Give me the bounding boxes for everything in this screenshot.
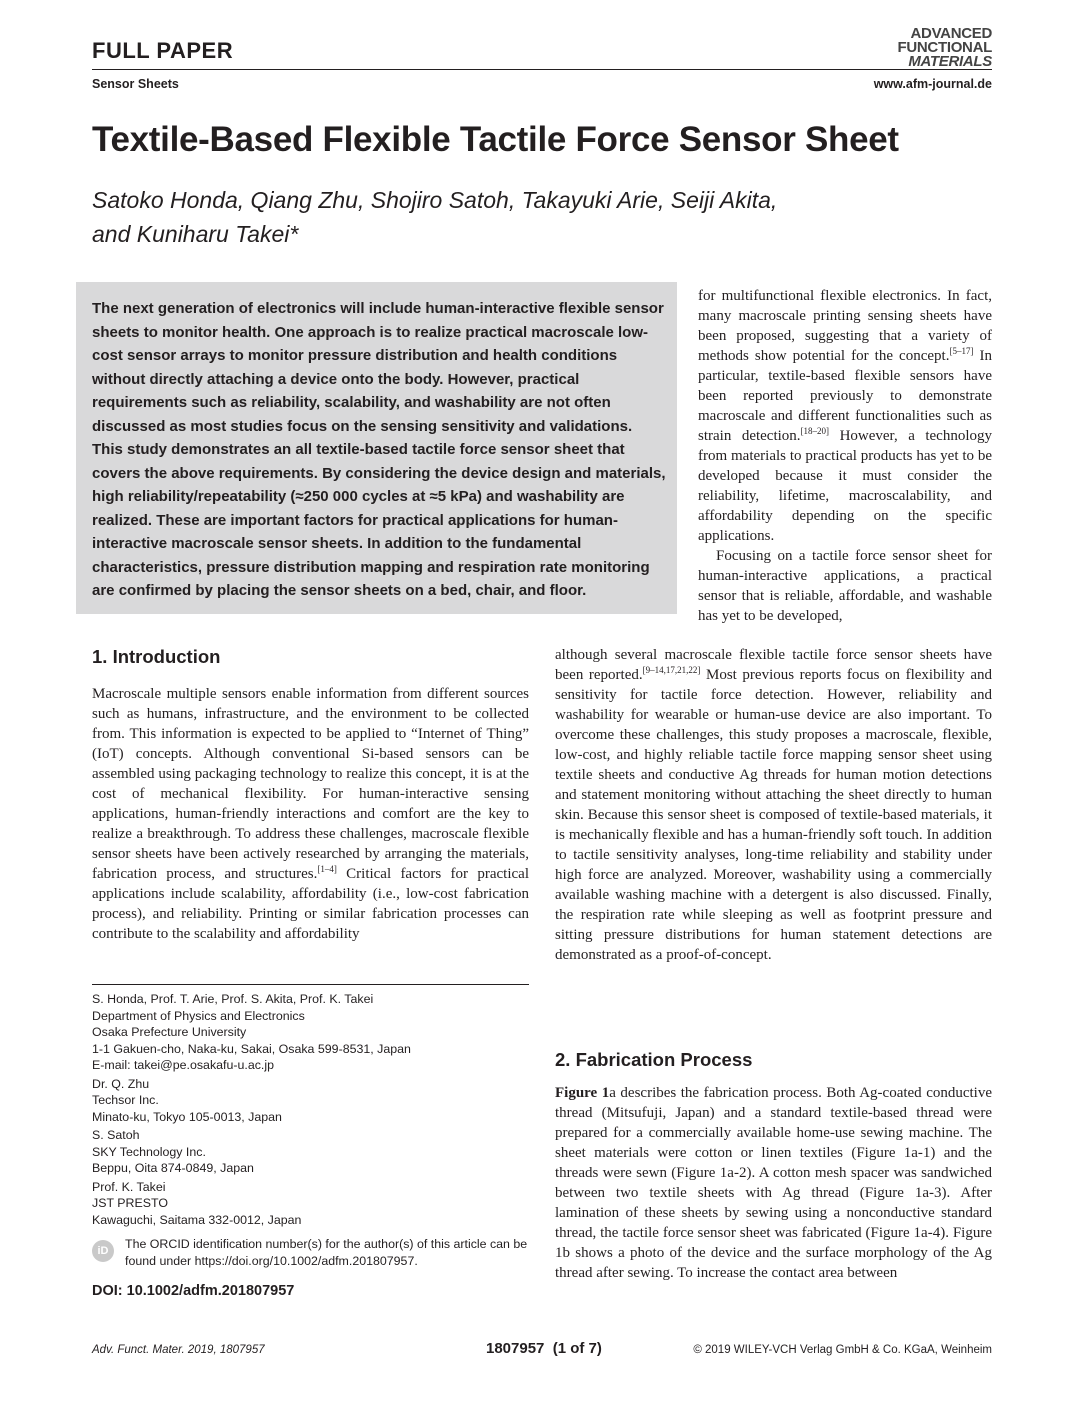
affiliation-block: Prof. K. Takei JST PRESTO Kawaguchi, Saitama 332-0012, Japan — [92, 1179, 302, 1227]
paragraph: for multifunctional flexible electronics. In fact, many macroscale printing sensing sheets have been proposed, suggesting that a variety of methods show potential for the concept.[5–17] In particular, textile-based flexible sensors have been reported previously to demonstrate macroscale and different functionalities such as strain detection.[18–20] However, a technology from materials to practical products has yet to be developed because it must consider the reliability, lifetime, macroscalability, and affordability depending on the specific applications. — [698, 288, 992, 544]
left-column-text — [92, 684, 529, 944]
email-link[interactable]: E-mail: takei@pe.osakafu-u.ac.jp — [92, 1058, 274, 1072]
journal-logo — [898, 27, 993, 69]
orcid-icon: iD — [92, 1240, 114, 1262]
author-list — [92, 183, 852, 251]
affiliation-block: Dr. Q. Zhu Techsor Inc. Minato-ku, Tokyo 105-0013, Japan — [92, 1076, 282, 1124]
author-line: and Kuniharu Takei* — [92, 221, 299, 247]
paragraph: Macroscale multiple sensors enable information from different sources such as humans, infrastructure, and the environment to be collected from. This information is expected to be applied to “Internet of Thing” (IoT) concepts. Although conventional Si-based sensors can be assembled using packaging technology to realize this concept, it is at the cost of mechanical flexibility. For human-interactive sensing applications, human-friendly interactions and comfort are the key to realize a breakthrough. To address these challenges, macroscale flexible sensor sheets have been actively researched by arranging the materials, fabrication process, and structures.[1–4] Critical factors for practical applications include scalability, affordability (i.e., low-cost fabrication process), and reliability. Printing or similar fabrication processes can contribute to the scalability and affordability — [92, 686, 529, 942]
citation-ref[interactable]: [1–4] — [317, 864, 337, 874]
section-label: Sensor Sheets — [92, 77, 179, 91]
footer-citation: Adv. Funct. Mater. 2019, 1807957 — [92, 1344, 265, 1356]
doi[interactable]: DOI: 10.1002/adfm.201807957 — [92, 1283, 295, 1299]
paragraph: Figure 1a describes the fabrication process. Both Ag-coated conductive thread (Mitsufuji, Japan) and a standard textile-based thread were prepared for a commercially available home-use sewing machine. The sheet materials were cotton or linen textiles (Figure 1a-1) and the threads were sewn (Figure 1a-2). A cotton mesh spacer was sandwiched between two textile sheets with Ag thread (Figure 1a-3). After lamination of these sheets by sewing using a nonconductive standard thread, the tactile force sensor sheet was fabricated (Figure 1a-4). Figure 1b shows a photo of the device and the surface morphology of the Ag thread after sewing. To increase the contact area between — [555, 1085, 993, 1281]
header-label: FULL PAPER — [92, 38, 234, 63]
citation-ref[interactable]: [9–14,17,21,22] — [642, 665, 701, 675]
paragraph: although several macroscale flexible tactile force sensor sheets have been reported.[9–14,17,21,22] Most previous reports focus on flexibility and sensitivity for tactile force detection. However, reliability and washability for wearable or human-use device are also important. To overcome these challenges, this study proposes a macroscale, flexible, low-cost, and highly reliable tactile force mapping sensor sheet using textile sheets and conductive Ag threads for human motion detections and statement monitoring without attaching the sheet directly to human skin. Because this sensor sheet is composed of textile-based materials, it is mechanically flexible and has a human-friendly soft touch. In addition to tactile sensitivity analyses, long-time reliability and stability under high force are analyzed. Moreover, washability using a commercially available washing machine with a detergent is also discussed. Finally, the respiration rate while sleeping as well as footprint pressure and sitting pressure distributions for human statement detections are demonstrated as a proof-of-concept. — [555, 647, 992, 963]
affiliation-rule — [92, 984, 529, 985]
figure-ref[interactable]: Figure 1 — [555, 1085, 610, 1101]
citation-ref[interactable]: [5–17] — [949, 346, 974, 356]
right-column-top — [698, 286, 992, 626]
affiliations — [92, 991, 542, 1230]
orcid-text[interactable]: The ORCID identification number(s) for the author(s) of this article can be found under https://doi.org/10.1002/adfm.201807957. — [125, 1237, 528, 1268]
footer-copyright: © 2019 WILEY-VCH Verlag GmbH & Co. KGaA, Weinheim — [693, 1344, 992, 1356]
header-rule — [92, 69, 992, 70]
journal-url[interactable]: www.afm-journal.de — [873, 77, 992, 91]
logo-line: ADVANCED — [910, 25, 992, 42]
citation-ref[interactable]: [18–20] — [800, 426, 830, 436]
section-heading-introduction: 1. Introduction — [92, 646, 221, 667]
right-column-text — [555, 645, 992, 965]
article-title: Textile-Based Flexible Tactile Force Sensor Sheet — [92, 120, 899, 159]
affiliation-block: S. Satoh SKY Technology Inc. Beppu, Oita 874-0849, Japan — [92, 1128, 254, 1175]
affiliation-block: S. Honda, Prof. T. Arie, Prof. S. Akita, Prof. K. Takei Department of Physics and Electronics Osaka Prefecture University 1-1 Gakuen-cho, Naka-ku, Sakai, Osaka 599-8531, Japan E-mail: takei@pe.osakafu-u.ac.jp — [92, 991, 542, 1074]
fabrication-text — [555, 1083, 992, 1283]
section-heading-fabrication: 2. Fabrication Process — [555, 1049, 753, 1070]
author-line: Satoko Honda, Qiang Zhu, Shojiro Satoh, Takayuki Arie, Seiji Akita, — [92, 187, 778, 213]
logo-line: FUNCTIONAL — [897, 39, 992, 56]
abstract-text: The next generation of electronics will include human-interactive flexible sensor sheets to monitor health. One approach is to realize practical macroscale low-cost sensor arrays to monitor pressure distribution and health conditions without directly attaching a device onto the body. However, practical requirements such as reliability, scalability, and washability are not often discussed as most studies focus on the sensing sensitivity and validations. This study demonstrates an all textile-based tactile force sensor sheet that covers the above requirements. By considering the device design and materials, high reliability/repeatability (≈250 000 cycles at ≈5 kPa) and washability are realized. These are important factors for practical applications for human-interactive macroscale sensor sheets. In addition to the fundamental characteristics, pressure distribution mapping and respiration rate monitoring are confirmed by placing the sensor sheets on a bed, chair, and floor. — [92, 300, 666, 599]
logo-line: MATERIALS — [908, 53, 992, 70]
paragraph: Focusing on a tactile force sensor sheet for human-interactive applications, a practical sensor that is reliable, affordable, and washable has yet to be developed, — [698, 548, 992, 624]
footer-page-number: 1807957 (1 of 7) — [486, 1340, 602, 1357]
